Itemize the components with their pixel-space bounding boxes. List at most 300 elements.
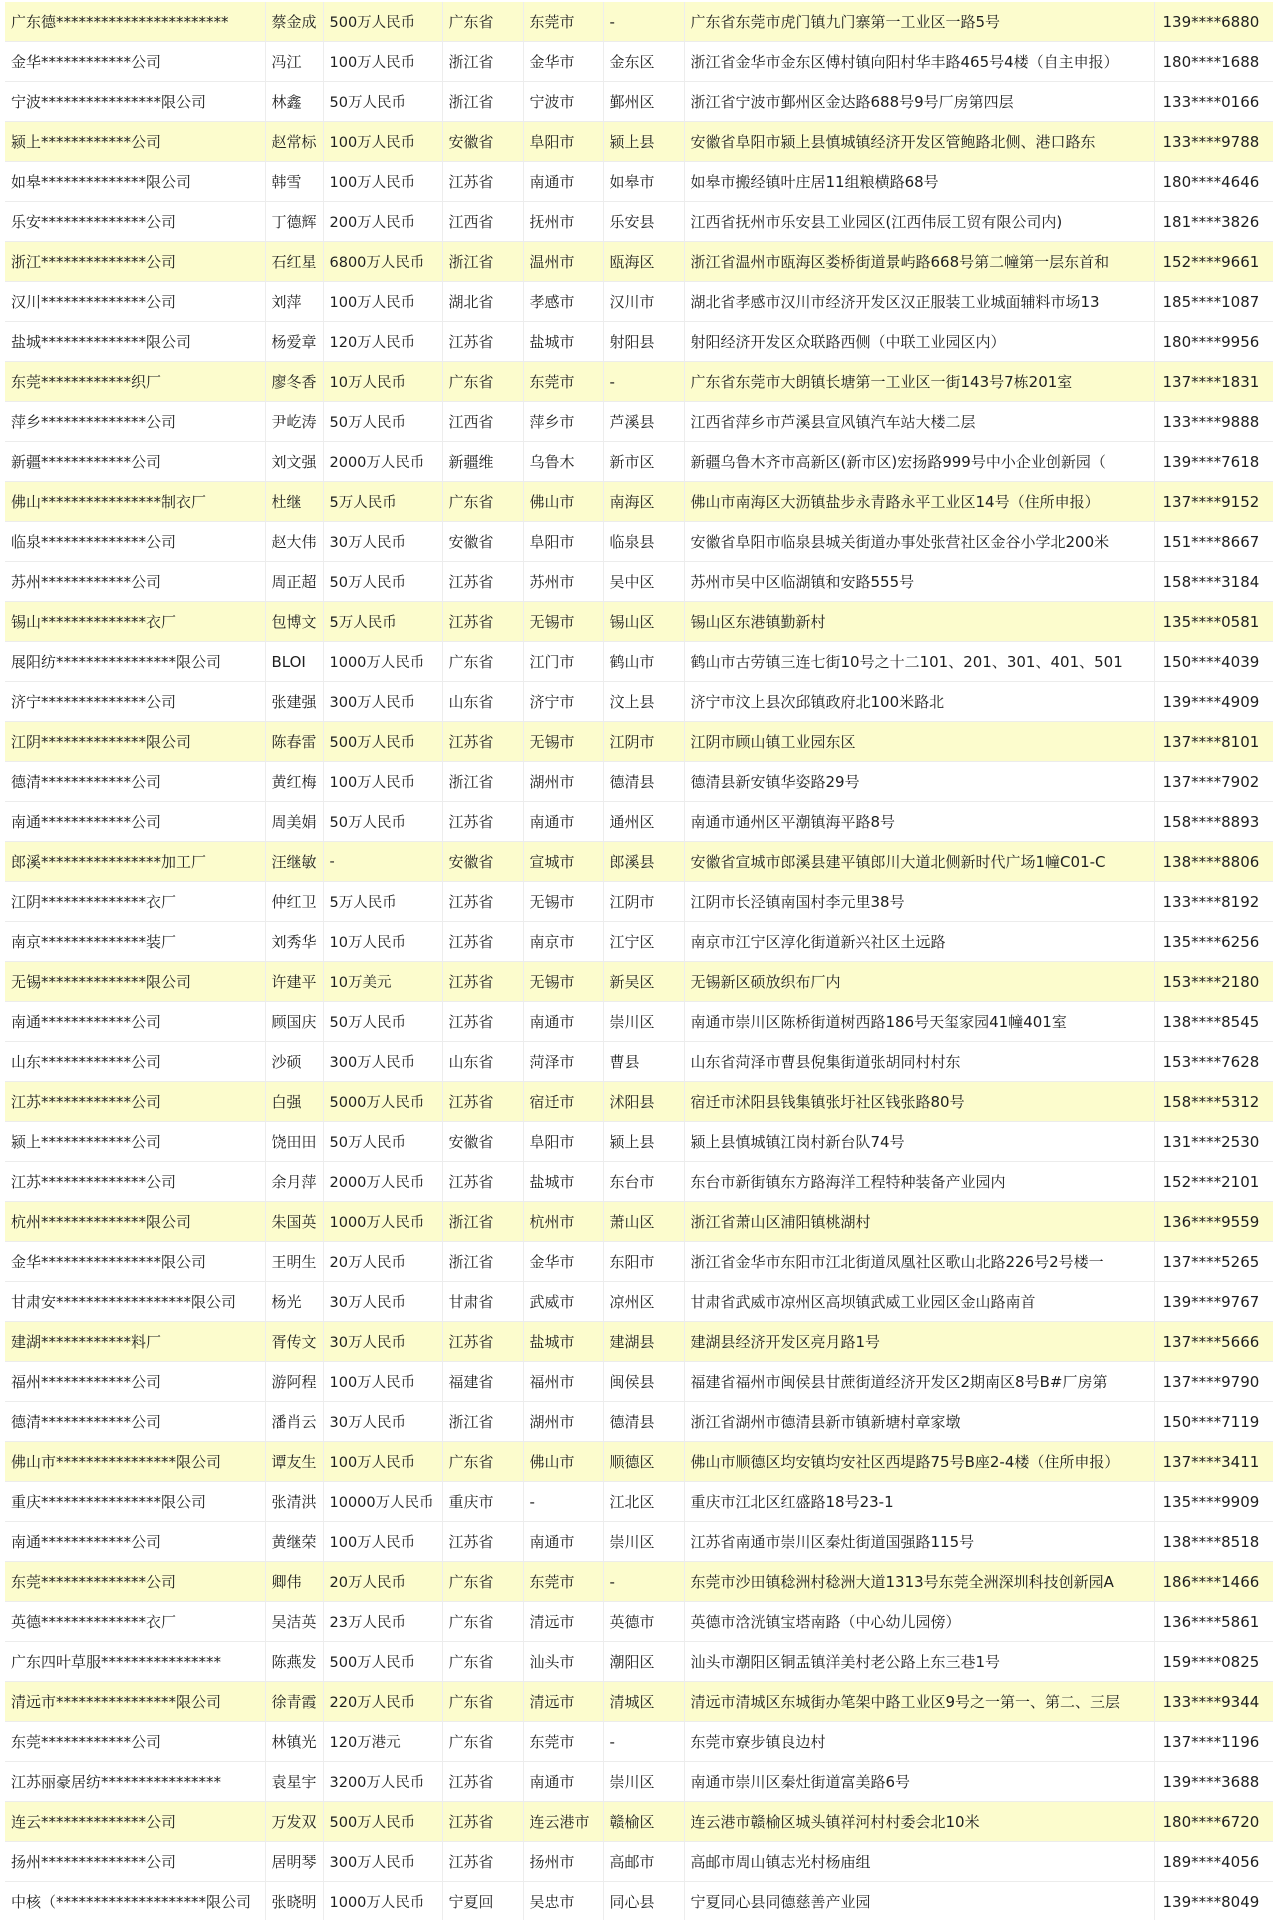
city-cell: 乌鲁木 — [523, 442, 603, 482]
registered-capital-cell: 50万人民币 — [323, 562, 442, 602]
address-cell: 无锡新区硕放织布厂内 — [684, 962, 1154, 1002]
province-cell: 江苏省 — [442, 1762, 523, 1802]
legal-rep-cell: 周美娟 — [265, 802, 323, 842]
city-cell: 福州市 — [523, 1362, 603, 1402]
city-cell: 温州市 — [523, 242, 603, 282]
company-name-cell: 如皋**************限公司 — [5, 162, 265, 202]
company-name-cell: 江苏**************公司 — [5, 1162, 265, 1202]
province-cell: 甘肃省 — [442, 1282, 523, 1322]
province-cell: 江苏省 — [442, 162, 523, 202]
company-name-cell: 无锡**************限公司 — [5, 962, 265, 1002]
province-cell: 浙江省 — [442, 1202, 523, 1242]
legal-rep-cell: 赵大伟 — [265, 522, 323, 562]
table-row — [5, 682, 1273, 722]
company-name-cell: 江阴**************衣厂 — [5, 882, 265, 922]
registered-capital-cell: 50万人民币 — [323, 1122, 442, 1162]
legal-rep-cell: 石红星 — [265, 242, 323, 282]
legal-rep-cell: 廖冬香 — [265, 362, 323, 402]
registered-capital-cell: 5000万人民币 — [323, 1082, 442, 1122]
city-cell: 宿迁市 — [523, 1082, 603, 1122]
province-cell: 广东省 — [442, 642, 523, 682]
table-row — [5, 1682, 1273, 1722]
address-cell: 广东省东莞市大朗镇长塘第一工业区一街143号7栋201室 — [684, 362, 1154, 402]
district-cell: 潮阳区 — [603, 1642, 684, 1682]
address-cell: 佛山市南海区大沥镇盐步永青路永平工业区14号（住所申报） — [684, 482, 1154, 522]
legal-rep-cell: 卿伟 — [265, 1562, 323, 1602]
phone-cell: 150****4039 — [1154, 642, 1273, 682]
phone-cell: 133****9344 — [1154, 1682, 1273, 1722]
company-name-cell: 南通************公司 — [5, 1522, 265, 1562]
registered-capital-cell: 100万人民币 — [323, 42, 442, 82]
address-cell: 高邮市周山镇志光村杨庙组 — [684, 1842, 1154, 1882]
legal-rep-cell: 谭友生 — [265, 1442, 323, 1482]
address-cell: 锡山区东港镇勤新村 — [684, 602, 1154, 642]
city-cell: 武威市 — [523, 1282, 603, 1322]
phone-cell: 139****4909 — [1154, 682, 1273, 722]
address-cell: 清远市清城区东城街办笔架中路工业区9号之一第一、第二、三层 — [684, 1682, 1154, 1722]
province-cell: 安徽省 — [442, 522, 523, 562]
province-cell: 安徽省 — [442, 1122, 523, 1162]
district-cell: 鄞州区 — [603, 82, 684, 122]
address-cell: 江阴市顾山镇工业园东区 — [684, 722, 1154, 762]
company-name-cell: 广东德*********************** — [5, 2, 265, 42]
registered-capital-cell: - — [323, 842, 442, 882]
company-name-cell: 中核（********************限公司 — [5, 1882, 265, 1920]
address-cell: 德清县新安镇华姿路29号 — [684, 762, 1154, 802]
table-row — [5, 1642, 1273, 1682]
legal-rep-cell: 赵常标 — [265, 122, 323, 162]
registered-capital-cell: 120万港元 — [323, 1722, 442, 1762]
registered-capital-cell: 2000万人民币 — [323, 1162, 442, 1202]
legal-rep-cell: 杨爱章 — [265, 322, 323, 362]
legal-rep-cell: 徐青霞 — [265, 1682, 323, 1722]
district-cell: 金东区 — [603, 42, 684, 82]
phone-cell: 137****3411 — [1154, 1442, 1273, 1482]
company-name-cell: 佛山市****************限公司 — [5, 1442, 265, 1482]
phone-cell: 153****2180 — [1154, 962, 1273, 1002]
legal-rep-cell: 汪继敏 — [265, 842, 323, 882]
address-cell: 甘肃省武威市凉州区高坝镇武威工业园区金山路南首 — [684, 1282, 1154, 1322]
district-cell: 新市区 — [603, 442, 684, 482]
address-cell: 福建省福州市闽侯县甘蔗街道经济开发区2期南区8号B#厂房第 — [684, 1362, 1154, 1402]
district-cell: 德清县 — [603, 762, 684, 802]
province-cell: 重庆市 — [442, 1482, 523, 1522]
table-row — [5, 242, 1273, 282]
city-cell: 清远市 — [523, 1682, 603, 1722]
legal-rep-cell: 黄继荣 — [265, 1522, 323, 1562]
registered-capital-cell: 30万人民币 — [323, 522, 442, 562]
legal-rep-cell: 张晓明 — [265, 1882, 323, 1920]
city-cell: 江门市 — [523, 642, 603, 682]
address-cell: 连云港市赣榆区城头镇祥河村村委会北10米 — [684, 1802, 1154, 1842]
company-name-cell: 济宁**************公司 — [5, 682, 265, 722]
company-name-cell: 新疆************公司 — [5, 442, 265, 482]
province-cell: 广东省 — [442, 482, 523, 522]
table-row — [5, 362, 1273, 402]
district-cell: - — [603, 1722, 684, 1762]
company-name-cell: 江阴**************限公司 — [5, 722, 265, 762]
city-cell: 南通市 — [523, 162, 603, 202]
table-row — [5, 722, 1273, 762]
address-cell: 鹤山市古劳镇三连七街10号之十二101、201、301、401、501 — [684, 642, 1154, 682]
city-cell: 汕头市 — [523, 1642, 603, 1682]
registered-capital-cell: 500万人民币 — [323, 2, 442, 42]
city-cell: 阜阳市 — [523, 522, 603, 562]
legal-rep-cell: 杨光 — [265, 1282, 323, 1322]
address-cell: 佛山市顺德区均安镇均安社区西堤路75号B座2-4楼（住所申报） — [684, 1442, 1154, 1482]
company-name-cell: 山东************公司 — [5, 1042, 265, 1082]
legal-rep-cell: 韩雪 — [265, 162, 323, 202]
city-cell: 东莞市 — [523, 2, 603, 42]
legal-rep-cell: 尹屹涛 — [265, 402, 323, 442]
province-cell: 安徽省 — [442, 842, 523, 882]
company-name-cell: 福州************公司 — [5, 1362, 265, 1402]
company-name-cell: 东莞************公司 — [5, 1722, 265, 1762]
province-cell: 江苏省 — [442, 1322, 523, 1362]
legal-rep-cell: 潘肖云 — [265, 1402, 323, 1442]
district-cell: 清城区 — [603, 1682, 684, 1722]
registered-capital-cell: 5万人民币 — [323, 602, 442, 642]
company-name-cell: 颍上************公司 — [5, 1122, 265, 1162]
registered-capital-cell: 10万人民币 — [323, 922, 442, 962]
table-row — [5, 1802, 1273, 1842]
registered-capital-cell: 50万人民币 — [323, 802, 442, 842]
registered-capital-cell: 100万人民币 — [323, 1522, 442, 1562]
district-cell: 瓯海区 — [603, 242, 684, 282]
registered-capital-cell: 220万人民币 — [323, 1682, 442, 1722]
table-row — [5, 1882, 1273, 1920]
table-row — [5, 482, 1273, 522]
legal-rep-cell: 张清洪 — [265, 1482, 323, 1522]
province-cell: 浙江省 — [442, 762, 523, 802]
company-name-cell: 江苏************公司 — [5, 1082, 265, 1122]
address-cell: 东台市新街镇东方路海洋工程特种装备产业园内 — [684, 1162, 1154, 1202]
province-cell: 广东省 — [442, 1722, 523, 1762]
registered-capital-cell: 5万人民币 — [323, 482, 442, 522]
city-cell: 无锡市 — [523, 602, 603, 642]
table-row — [5, 1842, 1273, 1882]
address-cell: 射阳经济开发区众联路西侧（中联工业园区内） — [684, 322, 1154, 362]
phone-cell: 133****9788 — [1154, 122, 1273, 162]
city-cell: 杭州市 — [523, 1202, 603, 1242]
province-cell: 江苏省 — [442, 962, 523, 1002]
phone-cell: 158****8893 — [1154, 802, 1273, 842]
district-cell: 曹县 — [603, 1042, 684, 1082]
table-row — [5, 282, 1273, 322]
registered-capital-cell: 5万人民币 — [323, 882, 442, 922]
province-cell: 江苏省 — [442, 1842, 523, 1882]
company-name-cell: 临泉**************公司 — [5, 522, 265, 562]
district-cell: 郎溪县 — [603, 842, 684, 882]
phone-cell: 137****5666 — [1154, 1322, 1273, 1362]
district-cell: 新吴区 — [603, 962, 684, 1002]
phone-cell: 180****4646 — [1154, 162, 1273, 202]
registered-capital-cell: 2000万人民币 — [323, 442, 442, 482]
province-cell: 安徽省 — [442, 122, 523, 162]
province-cell: 江西省 — [442, 402, 523, 442]
province-cell: 江苏省 — [442, 1802, 523, 1842]
district-cell: - — [603, 2, 684, 42]
registered-capital-cell: 50万人民币 — [323, 1002, 442, 1042]
city-cell: 南京市 — [523, 922, 603, 962]
phone-cell: 139****7618 — [1154, 442, 1273, 482]
phone-cell: 135****0581 — [1154, 602, 1273, 642]
district-cell: 汉川市 — [603, 282, 684, 322]
city-cell: 佛山市 — [523, 1442, 603, 1482]
registered-capital-cell: 3200万人民币 — [323, 1762, 442, 1802]
address-cell: 浙江省萧山区浦阳镇桃湖村 — [684, 1202, 1154, 1242]
table-row — [5, 1562, 1273, 1602]
district-cell: 沭阳县 — [603, 1082, 684, 1122]
legal-rep-cell: 朱国英 — [265, 1202, 323, 1242]
phone-cell: 139****6880 — [1154, 2, 1273, 42]
legal-rep-cell: 余月萍 — [265, 1162, 323, 1202]
phone-cell: 159****0825 — [1154, 1642, 1273, 1682]
legal-rep-cell: 胥传文 — [265, 1322, 323, 1362]
district-cell: 江宁区 — [603, 922, 684, 962]
address-cell: 宁夏同心县同德慈善产业园 — [684, 1882, 1154, 1920]
registered-capital-cell: 50万人民币 — [323, 82, 442, 122]
city-cell: 盐城市 — [523, 322, 603, 362]
city-cell: 抚州市 — [523, 202, 603, 242]
phone-cell: 133****9888 — [1154, 402, 1273, 442]
district-cell: 江阴市 — [603, 722, 684, 762]
table-row — [5, 162, 1273, 202]
company-name-cell: 金华************公司 — [5, 42, 265, 82]
city-cell: 萍乡市 — [523, 402, 603, 442]
address-cell: 宿迁市沭阳县钱集镇张圩社区钱张路80号 — [684, 1082, 1154, 1122]
company-name-cell: 汉川**************公司 — [5, 282, 265, 322]
phone-cell: 153****7628 — [1154, 1042, 1273, 1082]
table-row — [5, 1362, 1273, 1402]
company-name-cell: 苏州************公司 — [5, 562, 265, 602]
table-row — [5, 42, 1273, 82]
table-row — [5, 1762, 1273, 1802]
table-row — [5, 1482, 1273, 1522]
district-cell: 芦溪县 — [603, 402, 684, 442]
city-cell: 吴忠市 — [523, 1882, 603, 1920]
province-cell: 江西省 — [442, 202, 523, 242]
table-row — [5, 122, 1273, 162]
table-row — [5, 82, 1273, 122]
registered-capital-cell: 300万人民币 — [323, 682, 442, 722]
district-cell: 闽侯县 — [603, 1362, 684, 1402]
address-cell: 广东省东莞市虎门镇九门寨第一工业区一路5号 — [684, 2, 1154, 42]
phone-cell: 152****9661 — [1154, 242, 1273, 282]
district-cell: 东台市 — [603, 1162, 684, 1202]
city-cell: 扬州市 — [523, 1842, 603, 1882]
city-cell: 宁波市 — [523, 82, 603, 122]
legal-rep-cell: BLOI — [265, 642, 323, 682]
address-cell: 江苏省南通市崇川区秦灶街道国强路115号 — [684, 1522, 1154, 1562]
company-name-cell: 郎溪****************加工厂 — [5, 842, 265, 882]
phone-cell: 189****4056 — [1154, 1842, 1273, 1882]
table-row — [5, 1442, 1273, 1482]
table-row — [5, 1162, 1273, 1202]
province-cell: 江苏省 — [442, 922, 523, 962]
legal-rep-cell: 王明生 — [265, 1242, 323, 1282]
province-cell: 浙江省 — [442, 42, 523, 82]
city-cell: 南通市 — [523, 1522, 603, 1562]
city-cell: 济宁市 — [523, 682, 603, 722]
address-cell: 安徽省阜阳市临泉县城关街道办事处张营社区金谷小学北200米 — [684, 522, 1154, 562]
table-row — [5, 842, 1273, 882]
address-cell: 浙江省湖州市德清县新市镇新塘村章家墩 — [684, 1402, 1154, 1442]
address-cell: 颍上县慎城镇江岗村新台队74号 — [684, 1122, 1154, 1162]
registered-capital-cell: 23万人民币 — [323, 1602, 442, 1642]
legal-rep-cell: 冯江 — [265, 42, 323, 82]
province-cell: 新疆维 — [442, 442, 523, 482]
address-cell: 如皋市搬经镇叶庄居11组粮横路68号 — [684, 162, 1154, 202]
district-cell: 崇川区 — [603, 1762, 684, 1802]
company-name-cell: 东莞************织厂 — [5, 362, 265, 402]
company-name-cell: 南京**************装厂 — [5, 922, 265, 962]
table-row — [5, 642, 1273, 682]
district-cell: 颍上县 — [603, 122, 684, 162]
legal-rep-cell: 杜继 — [265, 482, 323, 522]
company-name-cell: 清远市****************限公司 — [5, 1682, 265, 1722]
legal-rep-cell: 吴洁英 — [265, 1602, 323, 1642]
phone-cell: 138****8806 — [1154, 842, 1273, 882]
legal-rep-cell: 顾国庆 — [265, 1002, 323, 1042]
legal-rep-cell: 白强 — [265, 1082, 323, 1122]
city-cell: 无锡市 — [523, 722, 603, 762]
district-cell: 如皋市 — [603, 162, 684, 202]
table-row — [5, 962, 1273, 1002]
address-cell: 安徽省阜阳市颍上县慎城镇经济开发区管鲍路北侧、港口路东 — [684, 122, 1154, 162]
table-row — [5, 1322, 1273, 1362]
table-row — [5, 602, 1273, 642]
address-cell: 苏州市吴中区临湖镇和安路555号 — [684, 562, 1154, 602]
legal-rep-cell: 林鑫 — [265, 82, 323, 122]
city-cell: 东莞市 — [523, 362, 603, 402]
legal-rep-cell: 沙硕 — [265, 1042, 323, 1082]
address-cell: 江西省抚州市乐安县工业园区(江西伟辰工贸有限公司内) — [684, 202, 1154, 242]
province-cell: 浙江省 — [442, 82, 523, 122]
registered-capital-cell: 100万人民币 — [323, 1442, 442, 1482]
company-name-cell: 展阳纺****************限公司 — [5, 642, 265, 682]
city-cell: 无锡市 — [523, 882, 603, 922]
registered-capital-cell: 6800万人民币 — [323, 242, 442, 282]
address-cell: 南通市崇川区秦灶街道富美路6号 — [684, 1762, 1154, 1802]
legal-rep-cell: 黄红梅 — [265, 762, 323, 802]
legal-rep-cell: 刘秀华 — [265, 922, 323, 962]
province-cell: 广东省 — [442, 1642, 523, 1682]
city-cell: 湖州市 — [523, 1402, 603, 1442]
district-cell: 汶上县 — [603, 682, 684, 722]
company-name-cell: 德清************公司 — [5, 1402, 265, 1442]
company-name-cell: 德清************公司 — [5, 762, 265, 802]
legal-rep-cell: 刘萍 — [265, 282, 323, 322]
province-cell: 广东省 — [442, 362, 523, 402]
address-cell: 南通市通州区平潮镇海平路8号 — [684, 802, 1154, 842]
address-cell: 山东省菏泽市曹县倪集街道张胡同村村东 — [684, 1042, 1154, 1082]
registered-capital-cell: 10万美元 — [323, 962, 442, 1002]
city-cell: - — [523, 1482, 603, 1522]
city-cell: 盐城市 — [523, 1162, 603, 1202]
district-cell: 锡山区 — [603, 602, 684, 642]
phone-cell: 158****3184 — [1154, 562, 1273, 602]
city-cell: 宣城市 — [523, 842, 603, 882]
company-name-cell: 南通************公司 — [5, 802, 265, 842]
table-row — [5, 762, 1273, 802]
phone-cell: 185****1087 — [1154, 282, 1273, 322]
address-cell: 东莞市寮步镇良边村 — [684, 1722, 1154, 1762]
phone-cell: 152****2101 — [1154, 1162, 1273, 1202]
city-cell: 清远市 — [523, 1602, 603, 1642]
table-row — [5, 1042, 1273, 1082]
legal-rep-cell: 许建平 — [265, 962, 323, 1002]
phone-cell: 137****1831 — [1154, 362, 1273, 402]
district-cell: 鹤山市 — [603, 642, 684, 682]
table-row — [5, 402, 1273, 442]
company-name-cell: 连云**************公司 — [5, 1802, 265, 1842]
phone-cell: 136****9559 — [1154, 1202, 1273, 1242]
province-cell: 江苏省 — [442, 1162, 523, 1202]
address-cell: 南通市崇川区陈桥街道树西路186号天玺家园41幢401室 — [684, 1002, 1154, 1042]
city-cell: 阜阳市 — [523, 1122, 603, 1162]
table-row — [5, 2, 1273, 42]
table-row — [5, 1522, 1273, 1562]
company-name-cell: 金华****************限公司 — [5, 1242, 265, 1282]
registered-capital-cell: 30万人民币 — [323, 1402, 442, 1442]
address-cell: 英德市浛洸镇宝塔南路（中心幼儿园傍） — [684, 1602, 1154, 1642]
registered-capital-cell: 30万人民币 — [323, 1282, 442, 1322]
province-cell: 江苏省 — [442, 1082, 523, 1122]
registered-capital-cell: 100万人民币 — [323, 162, 442, 202]
table-row — [5, 322, 1273, 362]
company-name-cell: 佛山****************制衣厂 — [5, 482, 265, 522]
city-cell: 南通市 — [523, 1762, 603, 1802]
city-cell: 金华市 — [523, 1242, 603, 1282]
table-row — [5, 1122, 1273, 1162]
province-cell: 广东省 — [442, 1562, 523, 1602]
province-cell: 山东省 — [442, 1042, 523, 1082]
table-row — [5, 1722, 1273, 1762]
company-name-cell: 英德**************衣厂 — [5, 1602, 265, 1642]
registered-capital-cell: 10000万人民币 — [323, 1482, 442, 1522]
district-cell: 江北区 — [603, 1482, 684, 1522]
address-cell: 汕头市潮阳区铜盂镇洋美村老公路上东三巷1号 — [684, 1642, 1154, 1682]
company-name-cell: 南通************公司 — [5, 1002, 265, 1042]
company-name-cell: 江苏丽豪居纺**************** — [5, 1762, 265, 1802]
table-row — [5, 1282, 1273, 1322]
phone-cell: 138****8545 — [1154, 1002, 1273, 1042]
company-name-cell: 扬州**************公司 — [5, 1842, 265, 1882]
address-cell: 湖北省孝感市汉川市经济开发区汉正服装工业城面辅料市场13 — [684, 282, 1154, 322]
district-cell: 乐安县 — [603, 202, 684, 242]
district-cell: 南海区 — [603, 482, 684, 522]
registered-capital-cell: 1000万人民币 — [323, 1202, 442, 1242]
legal-rep-cell: 仲红卫 — [265, 882, 323, 922]
city-cell: 南通市 — [523, 802, 603, 842]
legal-rep-cell: 万发双 — [265, 1802, 323, 1842]
city-cell: 东莞市 — [523, 1562, 603, 1602]
registered-capital-cell: 500万人民币 — [323, 1642, 442, 1682]
district-cell: 吴中区 — [603, 562, 684, 602]
district-cell: 通州区 — [603, 802, 684, 842]
city-cell: 南通市 — [523, 1002, 603, 1042]
district-cell: 同心县 — [603, 1882, 684, 1920]
address-cell: 东莞市沙田镇稔洲村稔洲大道1313号东莞全洲深圳科技创新园A — [684, 1562, 1154, 1602]
company-name-cell: 重庆****************限公司 — [5, 1482, 265, 1522]
legal-rep-cell: 饶田田 — [265, 1122, 323, 1162]
phone-cell: 136****5861 — [1154, 1602, 1273, 1642]
address-cell: 江西省萍乡市芦溪县宣风镇汽车站大楼二层 — [684, 402, 1154, 442]
registered-capital-cell: 1000万人民币 — [323, 1882, 442, 1920]
address-cell: 重庆市江北区红盛路18号23-1 — [684, 1482, 1154, 1522]
table-row — [5, 1082, 1273, 1122]
